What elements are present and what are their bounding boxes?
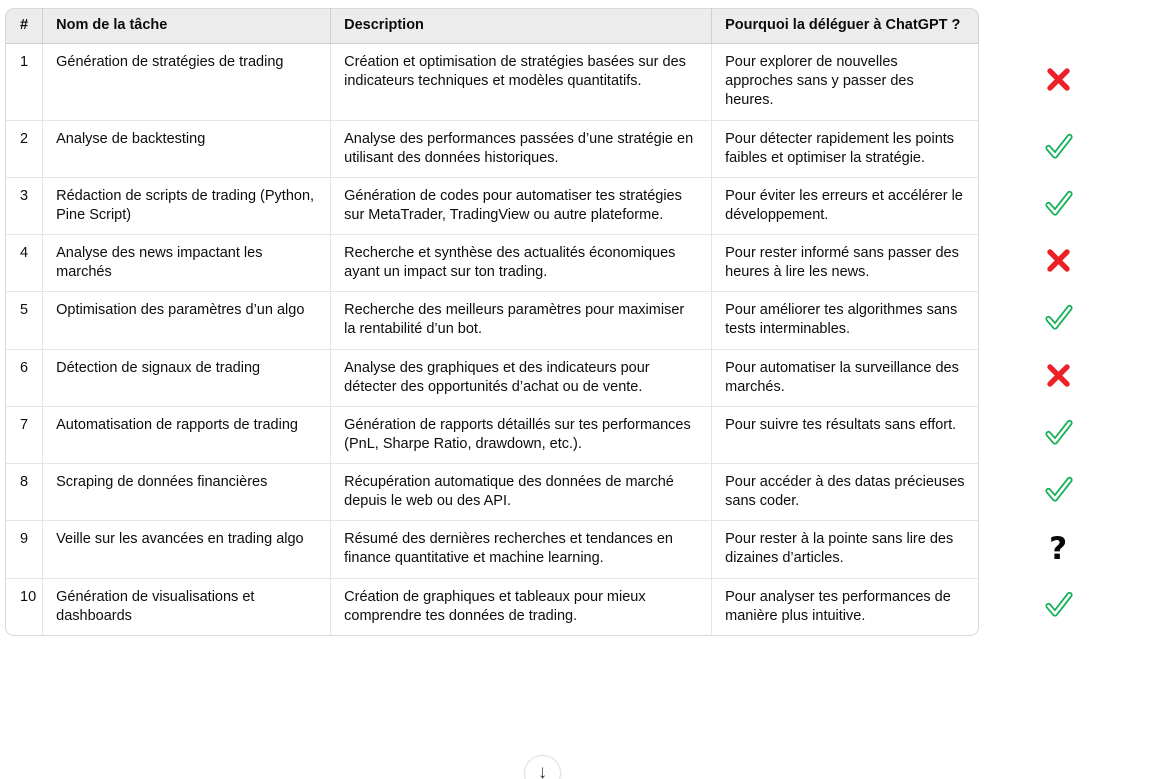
verdict-cell <box>979 521 1137 578</box>
green-check-icon <box>1043 132 1074 161</box>
cell-description: Analyse des graphiques et des indicateurs pour détecter des opportunités d’achat ou de vente. <box>331 350 712 407</box>
header-number: # <box>5 8 43 44</box>
down-arrow-icon: ↓ <box>537 762 548 779</box>
cell-description: Recherche et synthèse des actualités économiques ayant un impact sur ton trading. <box>331 235 712 292</box>
cell-name: Veille sur les avancées en trading algo <box>43 521 331 578</box>
cell-why: Pour explorer de nouvelles approches sans y passer des heures. <box>712 44 979 120</box>
table-row <box>5 44 1137 120</box>
cell-description: Résumé des dernières recherches et tendances en finance quantitative et machine learning. <box>331 521 712 578</box>
verdict-cell <box>979 44 1137 120</box>
green-check-icon <box>1043 189 1074 218</box>
green-check-icon <box>1043 418 1074 447</box>
cell-name: Scraping de données financières <box>43 464 331 521</box>
verdict-cell <box>979 121 1137 178</box>
table-row <box>5 121 1137 178</box>
cell-name: Détection de signaux de trading <box>43 350 331 407</box>
cell-name: Automatisation de rapports de trading <box>43 407 331 464</box>
cell-why: Pour éviter les erreurs et accélérer le développement. <box>712 178 979 235</box>
table-body <box>5 44 1137 636</box>
cell-num: 10 <box>5 579 43 636</box>
header-task-name: Nom de la tâche <box>43 8 331 44</box>
cell-description: Récupération automatique des données de marché depuis le web ou des API. <box>331 464 712 521</box>
red-x-icon <box>1045 247 1072 274</box>
cell-name: Optimisation des paramètres d’un algo <box>43 292 331 349</box>
cell-num: 5 <box>5 292 43 349</box>
cell-num: 6 <box>5 350 43 407</box>
table-row <box>5 178 1137 235</box>
cell-description: Création de graphiques et tableaux pour mieux comprendre tes données de trading. <box>331 579 712 636</box>
table-row <box>5 521 1137 578</box>
cell-name: Rédaction de scripts de trading (Python, Pine Script) <box>43 178 331 235</box>
cell-name: Analyse des news impactant les marchés <box>43 235 331 292</box>
cell-why: Pour automatiser la surveillance des marchés. <box>712 350 979 407</box>
verdict-cell <box>979 407 1137 464</box>
verdict-cell <box>979 292 1137 349</box>
table-row <box>5 235 1137 292</box>
verdict-cell <box>979 235 1137 292</box>
cell-num: 3 <box>5 178 43 235</box>
red-x-icon <box>1045 66 1072 93</box>
cell-why: Pour accéder à des datas précieuses sans coder. <box>712 464 979 521</box>
cell-num: 4 <box>5 235 43 292</box>
cell-description: Création et optimisation de stratégies basées sur des indicateurs techniques et modèles quantitatifs. <box>331 44 712 120</box>
question-mark-icon: ? <box>1049 531 1068 568</box>
table-row <box>5 292 1137 349</box>
table-row <box>5 350 1137 407</box>
verdict-cell <box>979 464 1137 521</box>
table-row <box>5 464 1137 521</box>
verdict-cell <box>979 178 1137 235</box>
cell-description: Analyse des performances passées d’une stratégie en utilisant des données historiques. <box>331 121 712 178</box>
table-row <box>5 579 1137 636</box>
verdict-cell <box>979 579 1137 636</box>
cell-name: Analyse de backtesting <box>43 121 331 178</box>
tasks-table <box>5 8 1137 636</box>
cell-description: Génération de codes pour automatiser tes stratégies sur MetaTrader, TradingView ou autre plateforme. <box>331 178 712 235</box>
table-row <box>5 407 1137 464</box>
cell-num: 1 <box>5 44 43 120</box>
header-row <box>5 8 1137 44</box>
cell-why: Pour rester informé sans passer des heures à lire les news. <box>712 235 979 292</box>
cell-why: Pour améliorer tes algorithmes sans tests interminables. <box>712 292 979 349</box>
cell-why: Pour analyser tes performances de manière plus intuitive. <box>712 579 979 636</box>
green-check-icon <box>1043 590 1074 619</box>
cell-num: 8 <box>5 464 43 521</box>
green-check-icon <box>1043 303 1074 332</box>
cell-num: 7 <box>5 407 43 464</box>
red-x-icon <box>1045 362 1072 389</box>
cell-why: Pour rester à la pointe sans lire des dizaines d’articles. <box>712 521 979 578</box>
tasks-table-container <box>5 8 1137 636</box>
cell-name: Génération de visualisations et dashboards <box>43 579 331 636</box>
green-check-icon <box>1043 475 1074 504</box>
scroll-to-bottom-button[interactable] <box>524 755 561 779</box>
header-description: Description <box>331 8 712 44</box>
cell-description: Génération de rapports détaillés sur tes performances (PnL, Sharpe Ratio, drawdown, etc.). <box>331 407 712 464</box>
cell-num: 2 <box>5 121 43 178</box>
cell-num: 9 <box>5 521 43 578</box>
header-why-delegate: Pourquoi la déléguer à ChatGPT ? <box>712 8 979 44</box>
table-header <box>5 8 1137 44</box>
verdict-cell <box>979 350 1137 407</box>
cell-name: Génération de stratégies de trading <box>43 44 331 120</box>
cell-description: Recherche des meilleurs paramètres pour maximiser la rentabilité d’un bot. <box>331 292 712 349</box>
cell-why: Pour détecter rapidement les points faibles et optimiser la stratégie. <box>712 121 979 178</box>
header-verdict-spacer <box>979 8 1137 44</box>
cell-why: Pour suivre tes résultats sans effort. <box>712 407 979 464</box>
